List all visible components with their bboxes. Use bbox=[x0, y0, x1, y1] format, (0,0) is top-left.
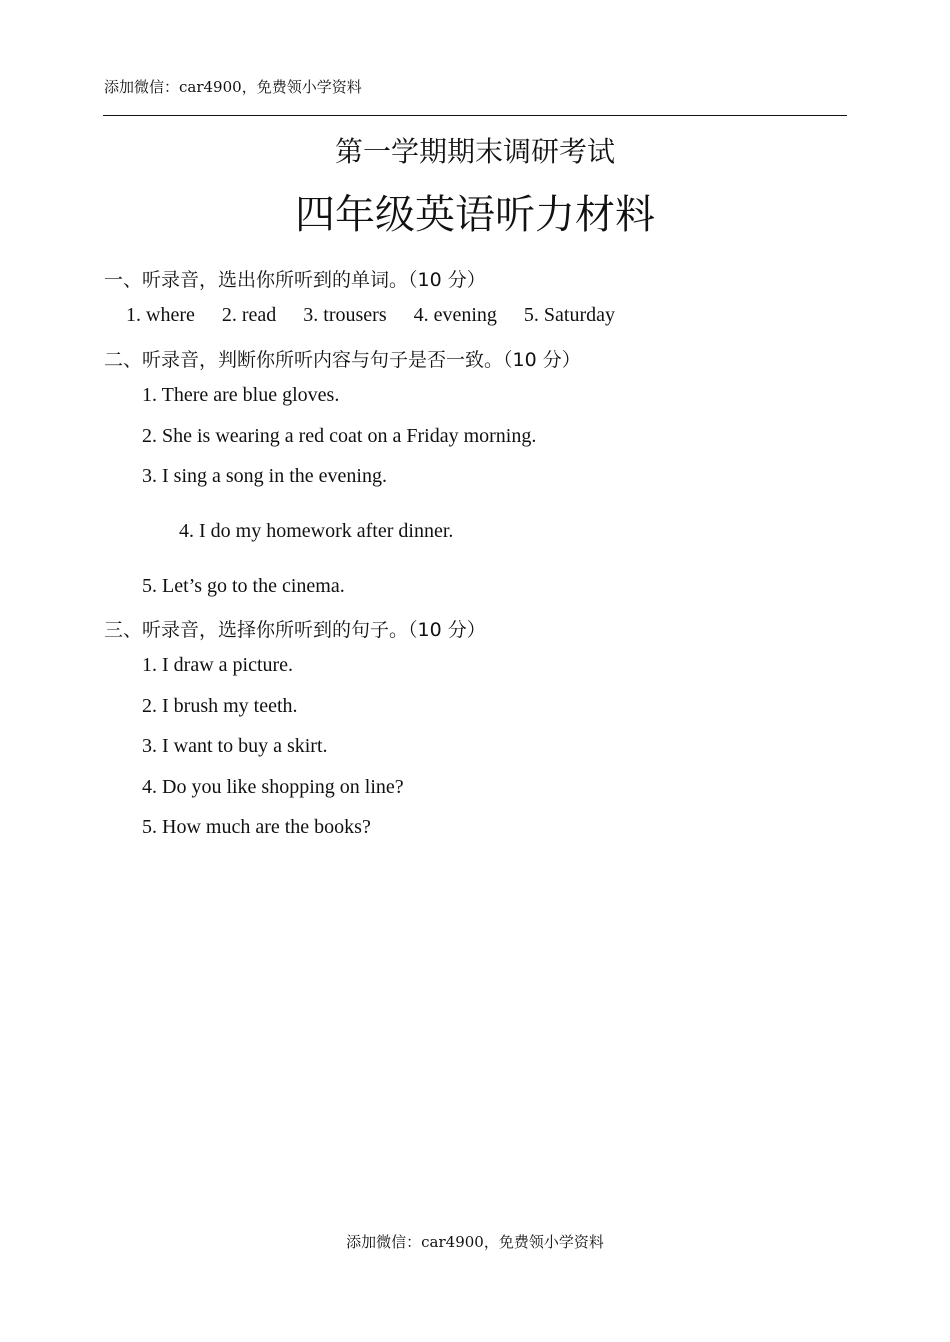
header-note: 添加微信：car4900，免费领小学资料 bbox=[104, 78, 362, 96]
word-item: 1. where bbox=[126, 304, 195, 326]
word-item: 4. evening bbox=[413, 304, 497, 326]
section-1-word-list bbox=[126, 304, 637, 327]
section-2-item-3: 3. I sing a song in the evening. bbox=[142, 465, 387, 487]
section-3-heading: 三、听录音，选择你所听到的句子。（10 分） bbox=[104, 619, 486, 641]
section-2-item-5: 5. Let’s go to the cinema. bbox=[142, 575, 345, 597]
section-3-item-5: 5. How much are the books? bbox=[142, 816, 371, 838]
section-3-item-4: 4. Do you like shopping on line? bbox=[142, 776, 404, 798]
page-title: 四年级英语听力材料 bbox=[295, 192, 655, 238]
word-item: 3. trousers bbox=[303, 304, 387, 326]
word-item: 2. read bbox=[221, 304, 277, 326]
section-2-item-2: 2. She is wearing a red coat on a Friday morning. bbox=[142, 425, 537, 447]
section-1-heading: 一、听录音，选出你所听到的单词。（10 分） bbox=[104, 269, 486, 291]
section-3-item-2: 2. I brush my teeth. bbox=[142, 695, 298, 717]
exam-subtitle: 第一学期期末调研考试 bbox=[334, 135, 615, 168]
section-2-heading: 二、听录音，判断你所听内容与句子是否一致。（10 分） bbox=[104, 349, 581, 371]
section-3-item-1: 1. I draw a picture. bbox=[142, 654, 294, 676]
word-item: 5. Saturday bbox=[523, 304, 616, 326]
section-3-item-3: 3. I want to buy a skirt. bbox=[142, 735, 328, 757]
section-2-item-4: 4. I do my homework after dinner. bbox=[179, 520, 454, 542]
footer-note: 添加微信：car4900，免费领小学资料 bbox=[346, 1233, 604, 1251]
header-divider bbox=[103, 115, 847, 116]
section-2-item-1: 1. There are blue gloves. bbox=[142, 384, 340, 406]
